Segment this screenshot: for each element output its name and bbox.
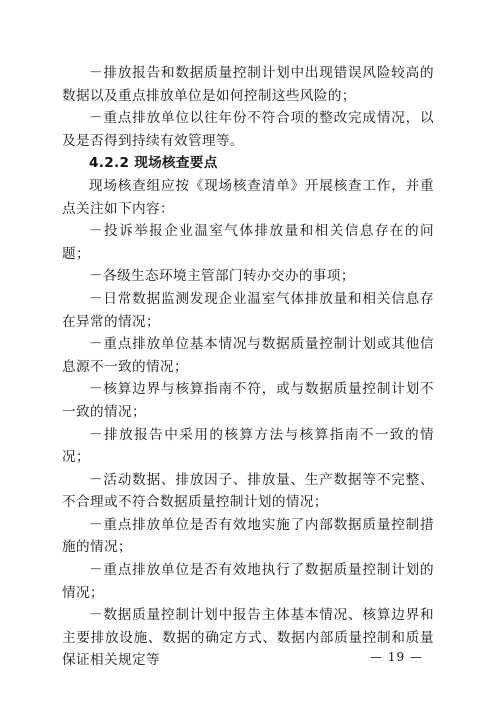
paragraph-2: －重点排放单位以往年份不符合项的整改完成情况，以及是否得到持续有效管理等。 xyxy=(62,110,434,149)
list-item-3: －日常数据监测发现企业温室气体排放量和相关信息存在异常的情况； xyxy=(62,290,434,330)
section-heading: 4.2.2 现场核查要点 xyxy=(89,155,218,172)
list-item-5: －核算边界与核算指南不符，或与数据质量控制计划不一致的情况； xyxy=(62,381,434,420)
list-item-2: －各级生态环境主管部门转办交办的事项； xyxy=(89,268,355,285)
list-item-7: －活动数据、排放因子、排放量、生产数据等不完整、不合理或不符合数据质量控制计划的情况； xyxy=(62,471,434,511)
paragraph-1: －排放报告和数据质量控制计划中出现错误风险较高的数据以及重点排放单位是如何控制这些风险的； xyxy=(62,65,434,104)
list-item-9: －重点排放单位是否有效地执行了数据质量控制计划的情况； xyxy=(62,562,434,601)
list-item-6: －排放报告中采用的核算方法与核算指南不一致的情况； xyxy=(62,426,434,466)
paragraph-3: 现场核查组应按《现场核查清单》开展核查工作，并重点关注如下内容： xyxy=(62,177,434,217)
list-item-1: －投诉举报企业温室气体排放量和相关信息存在的问题； xyxy=(62,223,434,262)
list-item-4: －重点排放单位基本情况与数据质量控制计划或其他信息源不一致的情况； xyxy=(62,336,434,375)
list-item-8: －重点排放单位是否有效地实施了内部数据质量控制措施的情况； xyxy=(62,516,434,556)
list-item-10: －数据质量控制计划中报告主体基本情况、核算边界和主要排放设施、数据的确定方式、数据内部质量控制和质量保证相关规定等 xyxy=(62,607,434,669)
page-number: — 19 — xyxy=(370,650,423,664)
document-body xyxy=(62,62,434,672)
